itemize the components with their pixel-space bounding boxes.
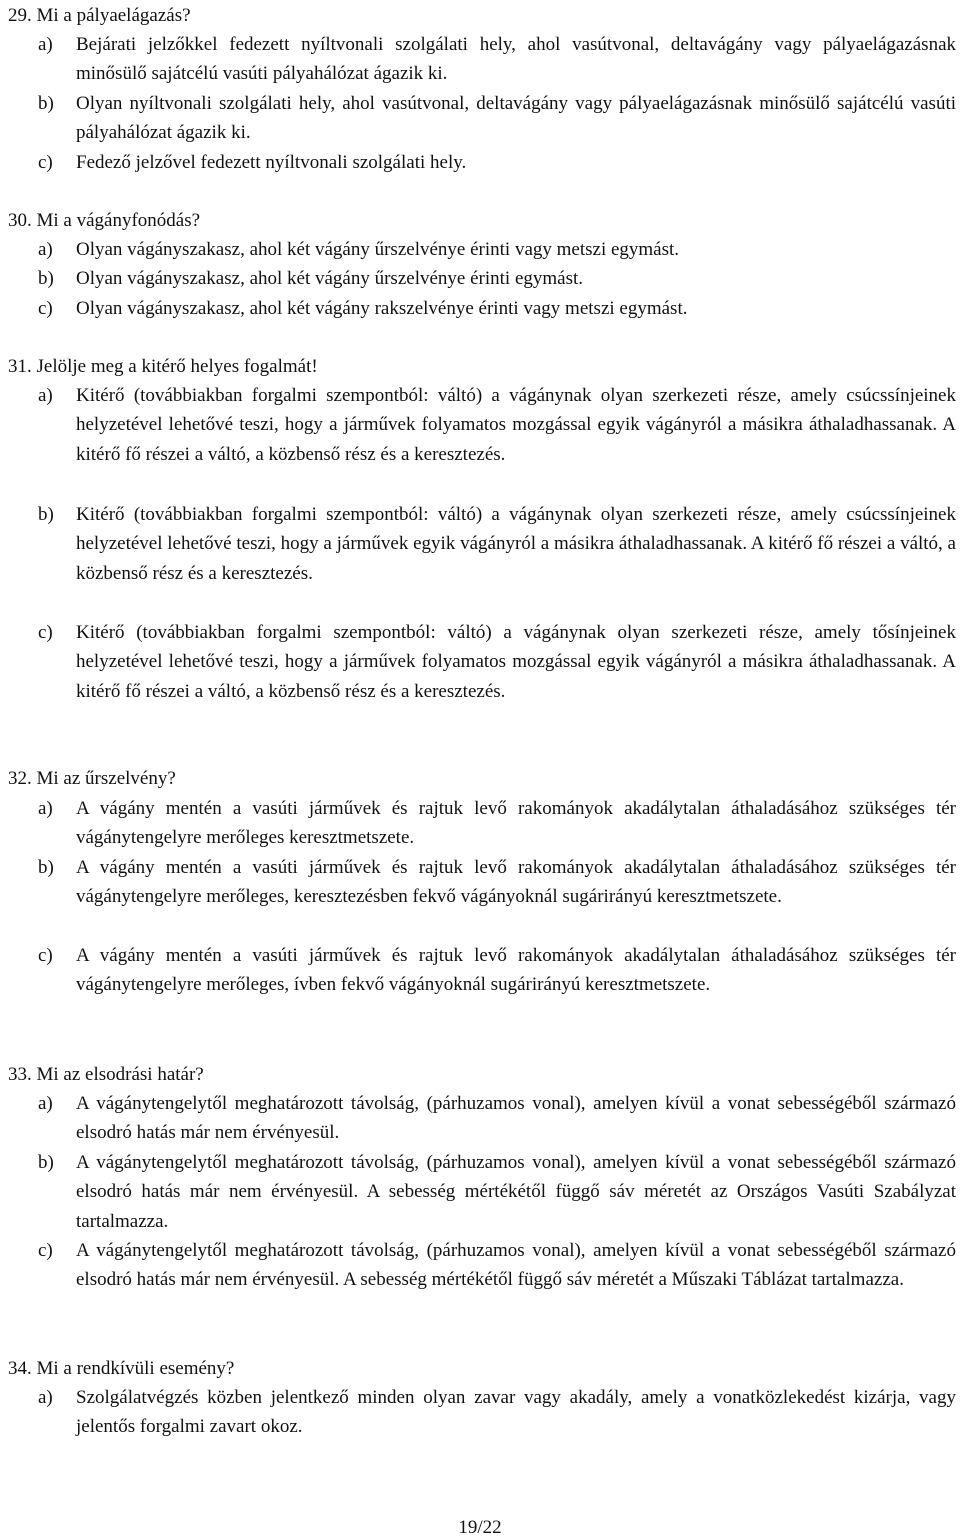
question-29-option-a: [38, 30, 956, 89]
question-34-option-a: [38, 1383, 956, 1442]
option-letter: b): [38, 93, 54, 114]
question-33-option-a: [38, 1089, 956, 1148]
question-33-option-b: [38, 1148, 956, 1236]
option-letter: b): [38, 857, 54, 878]
option-text: A vágánytengelytől meghatározott távolság, (párhuzamos vonal), amelyen kívül a vonat sebességéből származó elsodró hatás már nem érvényesül.: [76, 1093, 956, 1144]
option-text: Olyan vágányszakasz, ahol két vágány rakszelvénye érinti vagy metszi egymást.: [76, 298, 688, 319]
question-32-option-b: [38, 853, 956, 912]
question-30-title: 30. Mi a vágányfonódás?: [8, 210, 201, 231]
option-text: A vágánytengelytől meghatározott távolság, (párhuzamos vonal), amelyen kívül a vonat sebességéből származó elsodró hatás már nem érvényesül. A sebesség mértékétől függő sáv méretét a Műszaki Táblázat tartalmazza.: [76, 1240, 956, 1291]
option-letter: c): [38, 1240, 53, 1261]
option-letter: c): [38, 298, 53, 319]
option-letter: a): [38, 34, 53, 55]
page-number: 19/22: [458, 1517, 502, 1538]
option-text: A vágány mentén a vasúti járművek és rajtuk levő rakományok akadálytalan áthaladásához szükséges tér vágánytengelyre merőleges, ívben fekvő vágányoknál sugárirányú keresztmetszete.: [76, 945, 956, 996]
option-letter: c): [38, 945, 53, 966]
question-29-option-b: [38, 89, 956, 148]
question-29-title: 29. Mi a pályaelágazás?: [8, 5, 191, 26]
option-letter: a): [38, 798, 53, 819]
question-30-option-a: [38, 235, 956, 264]
question-32-option-a: [38, 794, 956, 853]
question-31-title: 31. Jelölje meg a kitérő helyes fogalmát!: [8, 356, 318, 377]
question-33-option-c: [38, 1236, 956, 1295]
option-text: Kitérő (továbbiakban forgalmi szempontból: váltó) a vágánynak olyan szerkezeti része, amely csúcssínjeinek helyzetével lehetővé teszi, hogy a járművek egyik vágányról a másikra áthaladhassanak. A kitérő fő részei a váltó, a közbenső rész és a keresztezés.: [76, 504, 956, 584]
option-text: A vágány mentén a vasúti járművek és rajtuk levő rakományok akadálytalan áthaladásához szükséges tér vágánytengelyre merőleges, keresztezésben fekvő vágányoknál sugárirányú keresztmetszete.: [76, 857, 956, 908]
option-letter: a): [38, 1093, 53, 1114]
option-text: A vágány mentén a vasúti járművek és rajtuk levő rakományok akadálytalan áthaladásához szükséges tér vágánytengelyre merőleges keresztmetszete.: [76, 798, 956, 849]
option-letter: b): [38, 268, 54, 289]
question-31-option-b: [38, 500, 956, 588]
option-letter: b): [38, 504, 54, 525]
option-letter: c): [38, 622, 53, 643]
question-30-option-b: [38, 264, 956, 293]
option-text: Kitérő (továbbiakban forgalmi szempontból: váltó) a vágánynak olyan szerkezeti része, amely tősínjeinek helyzetével lehetővé teszi, hogy a járművek folyamatos mozgással egyik vágányról a másikra áthaladhassanak. A kitérő fő részei a váltó, a közbenső rész és a keresztezés.: [76, 622, 956, 702]
question-30-option-c: [38, 294, 956, 323]
question-33-title: 33. Mi az elsodrási határ?: [8, 1064, 204, 1085]
option-letter: a): [38, 385, 53, 406]
option-text: Bejárati jelzőkkel fedezett nyíltvonali szolgálati hely, ahol vasútvonal, deltavágány vagy pályaelágazásnak minősülő sajátcélú vasúti pályahálózat ágazik ki.: [76, 34, 956, 85]
option-letter: c): [38, 152, 53, 173]
option-text: Fedező jelzővel fedezett nyíltvonali szolgálati hely.: [76, 152, 467, 173]
option-text: A vágánytengelytől meghatározott távolság, (párhuzamos vonal), amelyen kívül a vonat sebességéből származó elsodró hatás már nem érvényesül. A sebesség mértékétől függő sáv méretét az Országos Vasúti Szabályzat tartalmazza.: [76, 1152, 956, 1232]
question-32-title: 32. Mi az űrszelvény?: [8, 768, 176, 789]
question-29-option-c: [38, 148, 956, 177]
option-text: Kitérő (továbbiakban forgalmi szempontból: váltó) a vágánynak olyan szerkezeti része, amely csúcssínjeinek helyzetével lehetővé teszi, hogy a járművek folyamatos mozgással egyik vágányról a másikra áthaladhassanak. A kitérő fő részei a váltó, a közbenső rész és a keresztezés.: [76, 385, 956, 465]
question-31-option-c: [38, 618, 956, 706]
option-letter: a): [38, 239, 53, 260]
option-letter: b): [38, 1152, 54, 1173]
option-text: Olyan nyíltvonali szolgálati hely, ahol vasútvonal, deltavágány vagy pályaelágazásnak minősülő sajátcélú vasúti pályahálózat ágazik ki.: [76, 93, 956, 144]
question-32-option-c: [38, 941, 956, 1000]
question-34-title: 34. Mi a rendkívüli esemény?: [8, 1358, 235, 1379]
question-31-option-a: [38, 381, 956, 469]
option-text: Olyan vágányszakasz, ahol két vágány űrszelvénye érinti vagy metszi egymást.: [76, 239, 680, 260]
option-text: Szolgálatvégzés közben jelentkező minden olyan zavar vagy akadály, amely a vonatközlekedést kizárja, vagy jelentős forgalmi zavart okoz.: [76, 1387, 956, 1438]
option-letter: a): [38, 1387, 53, 1408]
option-text: Olyan vágányszakasz, ahol két vágány űrszelvénye érinti egymást.: [76, 268, 584, 289]
